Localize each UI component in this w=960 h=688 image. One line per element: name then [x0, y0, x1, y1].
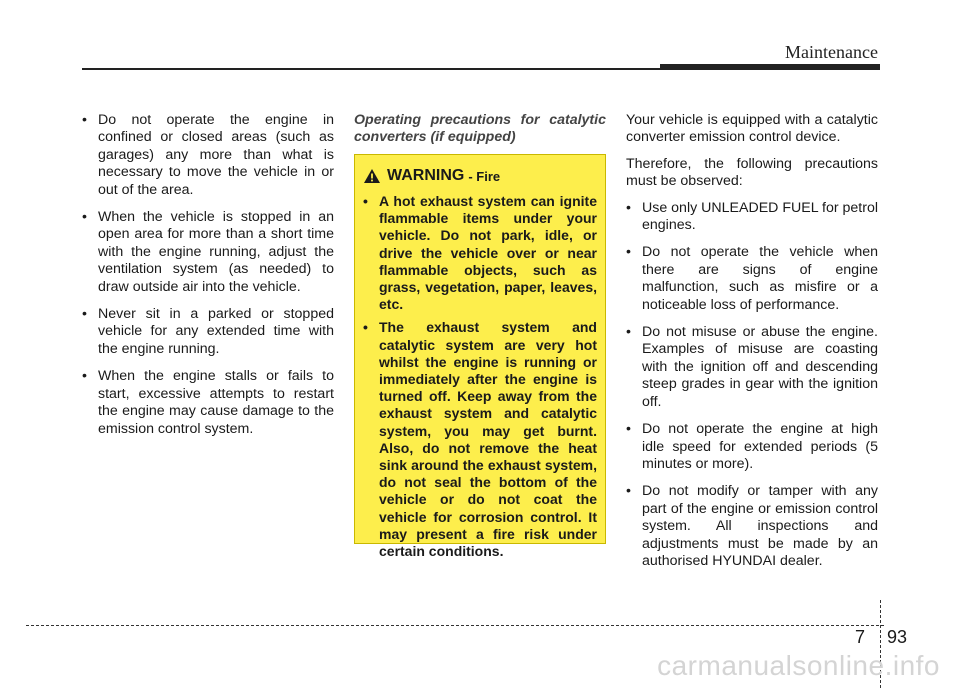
warning-title: WARNING	[387, 167, 465, 184]
list-item: • Do not misuse or abuse the engine. Examples of misuse are coasting with the ignition off and descending steep grades in gear with the ignition off.	[626, 324, 878, 411]
footer-divider	[26, 625, 884, 626]
chapter-number: 7	[855, 627, 866, 647]
list-item: • When the vehicle is stopped in an open area for more than a short time with the engine running, adjust the ventilation system (as needed) to draw outside air into the vehicle.	[82, 209, 334, 296]
warning-triangle-icon	[363, 168, 381, 184]
column-right	[626, 112, 878, 580]
list-item: • Never sit in a parked or stopped vehicle for any extended time with the engine running.	[82, 306, 334, 358]
header-rule-accent	[660, 64, 880, 70]
list-item: • Do not operate the vehicle when there are signs of engine malfunction, such as misfire or a noticeable loss of performance.	[626, 244, 878, 314]
subheading: Operating precautions for catalytic converters (if equipped)	[354, 112, 606, 146]
warning-box	[354, 154, 606, 560]
bullet-list	[626, 200, 878, 571]
warning-list	[363, 193, 597, 560]
watermark: carmanualsonline.info	[657, 650, 940, 681]
list-item: • The exhaust system and catalytic system are very hot whilst the engine is running or immediately after the engine is turned off. Keep away from the exhaust system and catalytic system, you may get burnt. Also, do not remove the heat sink around the exhaust system, do not seal the bottom of the vehicle or do not coat the vehicle for corrosion control. It may present a fire risk under certain conditions.	[363, 319, 597, 560]
list-item: • Do not operate the engine in confined or closed areas (such as garages) any more than what is necessary to move the vehicle in or out of the area.	[82, 112, 334, 199]
bullet-list	[82, 112, 334, 438]
warning-subtitle: - Fire	[468, 168, 501, 184]
list-item: • Do not modify or tamper with any part of the engine or emission control system. All inspections and adjustments must be made by an authorised HYUNDAI dealer.	[626, 483, 878, 570]
list-item: • Use only UNLEADED FUEL for petrol engines.	[626, 200, 878, 235]
list-item: • Do not operate the engine at high idle speed for extended periods (5 minutes or more).	[626, 421, 878, 473]
list-item: • When the engine stalls or fails to start, excessive attempts to restart the engine may cause damage to the emission control system.	[82, 368, 334, 438]
warning-header	[363, 167, 597, 185]
list-item: • A hot exhaust system can ignite flammable items under your vehicle. Do not park, idle, or drive the vehicle over or near flammable objects, such as grass, vegetation, paper, leaves, etc.	[363, 193, 597, 313]
page-number: 93	[887, 627, 908, 647]
column-left	[82, 112, 334, 448]
section-title: Maintenance	[785, 42, 878, 62]
paragraph: Your vehicle is equipped with a catalytic converter emission control device.	[626, 112, 878, 146]
paragraph: Therefore, the following precautions must be observed:	[626, 155, 878, 190]
